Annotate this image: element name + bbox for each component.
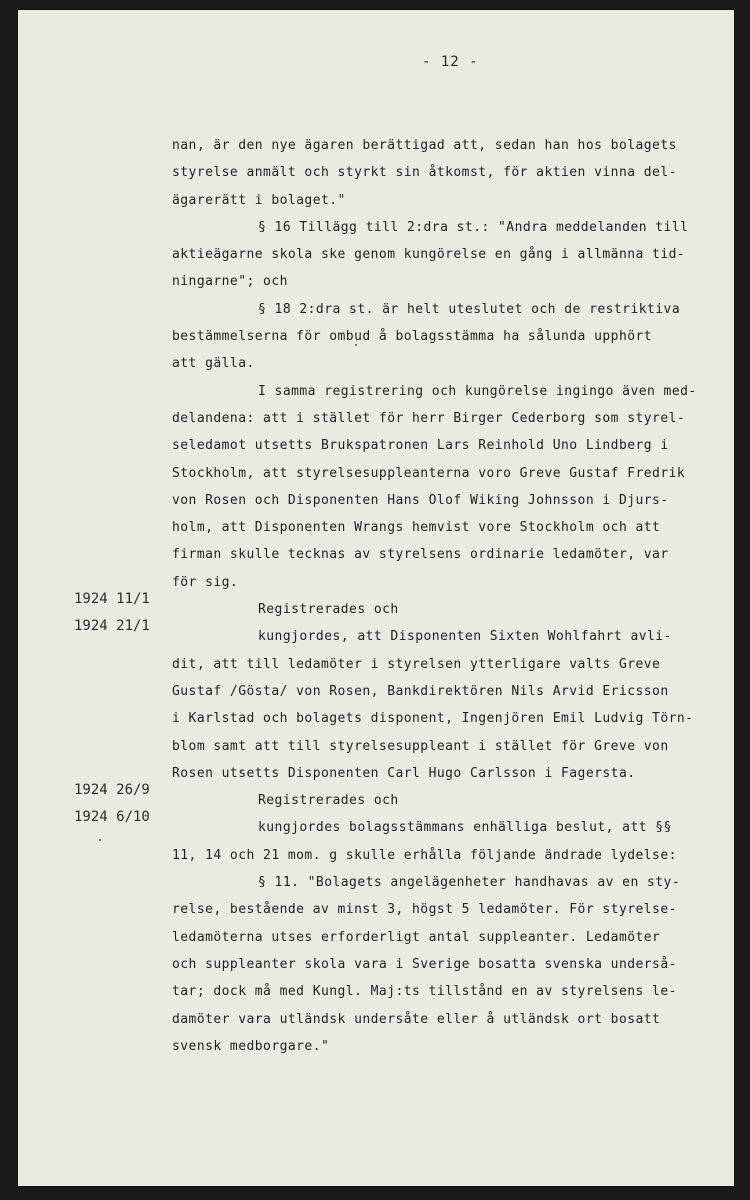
text-line: svensk medborgare." <box>172 1038 330 1054</box>
text-line: att gälla. <box>172 356 255 372</box>
text-line: von Rosen och Disponenten Hans Olof Wiking Johnsson i Djurs- <box>172 492 669 508</box>
text-line: 11, 14 och 21 mom. g skulle erhålla följande ändrade lydelse: <box>172 847 677 863</box>
text-line: och suppleanter skola vara i Sverige bosatta svenska underså- <box>172 956 677 972</box>
text-line: damöter vara utländsk undersåte eller å utländsk ort bosatt <box>172 1011 661 1027</box>
text-line: ningarne"; och <box>172 274 288 290</box>
margin-date-note: 1924 6/10 <box>74 809 150 826</box>
text-line: I samma registrering och kungörelse ingingo även med- <box>258 383 697 399</box>
text-line: Registrerades och <box>258 793 399 809</box>
speck-mark <box>99 839 101 841</box>
text-line: i Karlstad och bolagets disponent, Ingenjören Emil Ludvig Törn- <box>172 711 694 727</box>
margin-date-note: 1924 26/9 <box>74 782 150 799</box>
document-page <box>18 10 734 1186</box>
text-line: Gustaf /Gösta/ von Rosen, Bankdirektören Nils Arvid Ericsson <box>172 683 669 699</box>
text-line: delandena: att i stället för herr Birger Cederborg som styrel- <box>172 410 686 426</box>
text-line: § 11. "Bolagets angelägenheter handhavas av en sty- <box>258 875 681 891</box>
text-line: § 16 Tillägg till 2:dra st.: "Andra meddelanden till <box>258 219 689 235</box>
text-line: firman skulle tecknas av styrelsens ordinarie ledamöter, var <box>172 547 669 563</box>
text-line: Stockholm, att styrelsesuppleanterna voro Greve Gustaf Fredrik <box>172 465 686 481</box>
text-line: tar; dock må med Kungl. Maj:ts tillstånd en av styrelsens le- <box>172 984 677 1000</box>
speck-mark <box>355 344 357 346</box>
text-line: dit, att till ledamöter i styrelsen ytterligare valts Greve <box>172 656 661 672</box>
text-line: blom samt att till styrelsesuppleant i stället för Greve von <box>172 738 669 754</box>
text-line: kungjordes, att Disponenten Sixten Wohlfahrt avli- <box>258 629 672 645</box>
text-line: Registrerades och <box>258 602 399 618</box>
page-number: - 12 - <box>422 54 479 70</box>
text-line: för sig. <box>172 574 239 590</box>
text-line: nan, är den nye ägaren berättigad att, sedan han hos bolagets <box>172 138 677 153</box>
text-line: § 18 2:dra st. är helt uteslutet och de restriktiva <box>258 301 681 317</box>
text-line: kungjordes bolagsstämmans enhälliga beslut, att §§ <box>258 820 672 836</box>
text-line: bestämmelserna för ombud å bolagsstämma ha sålunda upphört <box>172 329 653 345</box>
text-line: seledamot utsetts Brukspatronen Lars Reinhold Uno Lindberg i <box>172 438 669 454</box>
text-line: ägarerätt i bolaget." <box>172 192 346 208</box>
margin-date-note: 1924 21/1 <box>74 618 150 635</box>
text-line: styrelse anmält och styrkt sin åtkomst, för aktien vinna del- <box>172 165 677 181</box>
text-line: relse, bestående av minst 3, högst 5 ledamöter. För styrelse- <box>172 902 677 918</box>
margin-date-note: 1924 11/1 <box>74 591 150 607</box>
text-line: ledamöterna utses erforderligt antal suppleanter. Ledamöter <box>172 929 661 945</box>
text-line: Rosen utsetts Disponenten Carl Hugo Carlsson i Fagersta. <box>172 765 636 781</box>
text-line: aktieägarne skola ske genom kungörelse en gång i allmänna tid- <box>172 247 686 263</box>
text-line: holm, att Disponenten Wrangs hemvist vore Stockholm och att <box>172 520 661 536</box>
body-text <box>172 132 722 1060</box>
